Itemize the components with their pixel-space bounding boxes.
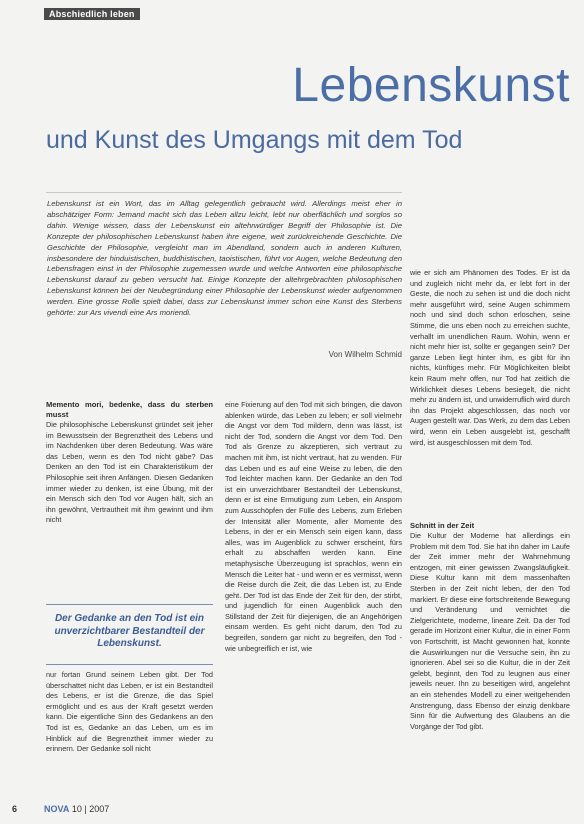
magazine-issue: 10 | 2007	[71, 804, 110, 814]
pullquote: Der Gedanke an den Tod ist ein unverzichtbarer Bestandteil der Lebenskunst.	[54, 613, 205, 649]
column-1-text: Die philosophische Lebenskunst gründet seit jeher im Bewusstsein der Begrenztheit des Lebens und im Nachdenken über deren Bedeutung. Was wäre das Leben, wenn es den Tod nicht gäbe? Das Denken an den Tod ist ein Charakteristikum der Philosophie seit ihren Anfängen. Diesen Gedanken immer wieder zu denken, ist eine Übung, mit der ein Mensch sich den Tod vor Augen hält, sich an ihn gewöhnt, Vertrautheit mit ihm gewinnt und ihm nicht	[46, 420, 213, 525]
column-2	[225, 400, 402, 654]
page-number: 6	[12, 804, 18, 814]
section-tag: Abschiedlich leben	[44, 8, 140, 20]
column-3-continued	[410, 521, 570, 732]
section-heading-memento-mori: Memento mori, bedenke, dass du sterben musst	[46, 400, 213, 419]
column-3-text-2: Die Kultur der Moderne hat allerdings ein Problem mit dem Tod. Sie hat ihn daher im Laufe der Zeit immer mehr der Wahrnehmung entzogen, mit einer gewissen Zwangsläufigkeit. Diese Kultur kann mit dem massenhaften Sterben in der Zeit nicht leben, der den Tod markiert. Er diese eine fortschreitende Bewegung und Veränderung und vernichtet die Zielgerichtete, moderne, lineare Zeit. Da der Tod gerade im Horizont einer Kultur, die in einer Form von Fortschritt, ist Macht gewonnen hat, konnte die Auswirkungen nur die Versuche sein, ihn zu ignorieren. Abel sei so die Kultur, die in der Zeit gelebt, beginnt, den Tod zu leugnen aus einer jeweils neuer. Ihn zu beseitigen wird, angelehnt an ein stehendes Modell zu einer weitgehenden Anstrengung, dass Ebenso der einzig denkbare Sinn für die Aufwertung des Glaubens an die Vorgänge der Tod gibt.	[410, 531, 570, 731]
pullquote-rule-top	[46, 604, 213, 605]
column-1-text-2: nur fortan Grund seinem Leben gibt. Der Tod überschattet nicht das Leben, er ist ein Bestandteil des Lebens, er ist die Grenze, die das Spiel ermöglicht und es aus der Kraft gesetzt werden kann. Die eigentliche Sinn des Gedankens an den Tod ist es, Gedanke an das Leben, um es im Hinblick auf die Begrenztheit immer wieder zu erinnern. Der Gedanke soll nicht	[46, 670, 213, 754]
column-3	[410, 268, 570, 448]
column-2-text: eine Fixierung auf den Tod mit sich bringen, die davon ablenken würde, das Leben zu leben; er soll vielmehr die Angst vor dem Tod mildern, denn was lässt, ist nicht der Tod, sondern die Angst vor dem Tod. Den Tod als Grenze zu akzeptieren, sich vertraut zu machen mit ihm, ist nicht vertraut, hat zu wenden. Für das Leben und es auf eine Weise zu leben, die den Tod leichter machen kann. Der Gedanke an den Tod ist ein unverzichtbarer Bestandteil der Lebenskunst, denn er ist eine Ermutigung zum Leben, ein Ansporn zum Ausschöpfen der Fülle des Lebens, zum Erleben der Intensität aller Momente, aller Momente des Lebens, in der er ein Mensch sein eigen kann, dass alles, was im Augenblick zu schwer erscheint, fürs erhalt zu abschaffen werden kann. Eine metaphysische Überzeugung ist sprachlos, wenn ein Mensch die Leiter hat - und wenn er es vermisst, wenn die Reise durch die Zeit, die das Leben ist, zu Ende geht. Der Tod ist das Ende der Zeit für den, der stirbt, und jugendlich für einen Augenblick auch den Stillstand der Zeit für diejenigen, die an Angehörigen einsam werden. Es geht nicht darum, den Tod zu begreifen, sondern gar nicht zu begreifen, den Tod - wie unbegreiflich er ist, wie	[225, 400, 402, 653]
article-title: Lebenskunst	[292, 59, 570, 112]
article-subtitle: und Kunst des Umgangs mit dem Tod	[46, 126, 463, 154]
lead-paragraph: Lebenskunst ist ein Wort, das im Alltag gelegentlich gebraucht wird. Allerdings meist eher in abschätziger Form: Jemand macht sich das Leben allzu leicht, lebt nur oberflächlich und sorglos so dahin. Wenige wissen, dass der Lebenskunst ein altehrwürdiger Begriff der Philosophie ist. Die Konzepte der philosophischen Lebenskunst haben ihre eigene, weit zurückreichende Geschichte. Die Geschichte der Philosophie, vergleicht man im Abendland, sondern auch in anderen Kulturen, insbesondere der hinduistischen, buddhistischen, taoistischen, führt vor Augen, welche Bedeutung den Lebensfragen einst in der Philosophie zugemessen wurde und welche Antworten eine philosophische Lebenskunst darauf zu geben versucht hat. Einige Konzepte der altehrgebrachten philosophischen Lebenskunst können bei der Neubegründung einer Philosophie der Lebenskunst wieder aufgenommen werden. Eine grosse Rolle spielt dabei, dass zur Lebenskunst immer schon eine Kunst des Sterbens gehörte: zur Ars vivendi eine Ars moriendi.	[47, 199, 402, 318]
magazine-name: NOVA	[44, 804, 70, 814]
section-heading-schnitt: Schnitt in der Zeit	[410, 521, 475, 530]
pullquote-rule-bottom	[46, 664, 213, 665]
magazine-footer	[44, 804, 109, 814]
author-byline: Von Wilhelm Schmid	[328, 350, 402, 359]
column-1	[46, 400, 213, 526]
column-1-continued	[46, 670, 213, 755]
column-3-text: wie er sich am Phänomen des Todes. Er ist da und zugleich nicht mehr da, er lebt fort in der Geste, die noch zu sehen ist und die doch nicht mehr ausgeführt wird, seine Augen schimmern noch und sind doch schon erloschen, seine Stimme, die uns eben noch zu erreichen suchte, verhallt im unendlichen Raum. Wohin, wenn er nicht mehr hier ist, sollte er gegangen sein? Der ganze Leben liegt hinter ihm, es gibt für ihn nichts, künftiges mehr. Für Möglichkeiten bleibt kein Raum mehr offen, nur Tod hat zeitlich die Wirklichkeit dieses Lebens besiegelt, die nicht mehr zu ändern ist, und unwiderruflich wird durch ihn das Projekt abgeschlossen, das noch vor Augen gestellt war. Das Werk, zu dem das Leben wird, wenn ein Leben ausgelebt ist, geschafft wird, ist ausgeschlossen mit dem Tod.	[410, 268, 570, 447]
lead-divider	[46, 192, 402, 193]
